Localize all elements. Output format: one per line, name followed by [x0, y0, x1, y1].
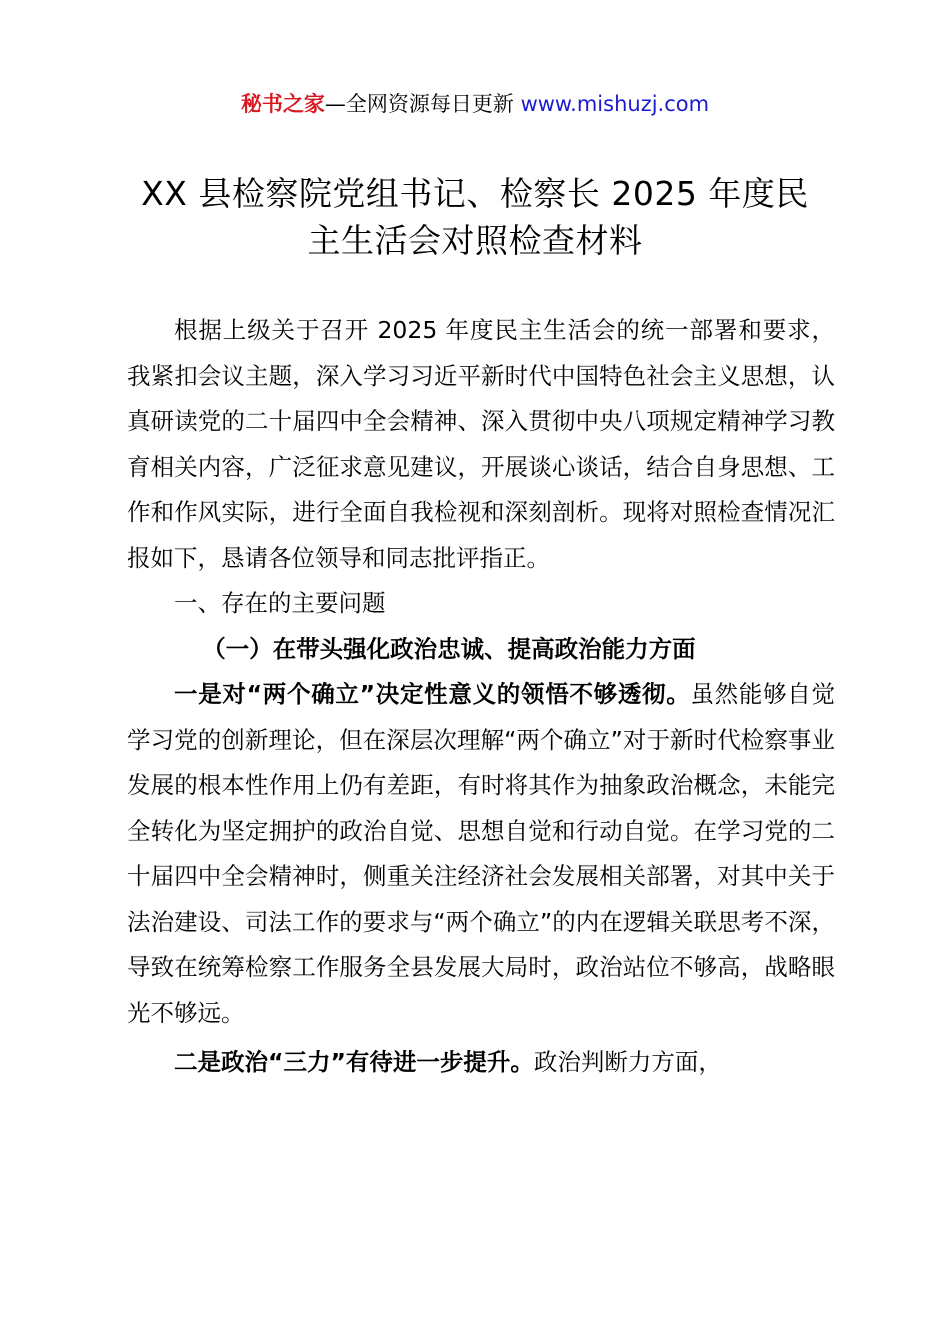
site-header: [0, 88, 950, 120]
point-2-lead: 二是政治“三力”有待进一步提升。: [174, 1048, 534, 1076]
section-heading-1: 一、存在的主要问题: [174, 589, 386, 617]
intro-paragraph: 根据上级关于召开 2025 年度民主生活会的统一部署和要求，我紧扣会议主题，深入学习习近平新时代中国特色社会主义思想，认真研读党的二十届四中全会精神、深入贯彻中央八项规定精神学习教育相关内容，广泛征求意见建议，开展谈心谈话，结合自身思想、工作和作风实际，进行全面自我检视和深刻剖析。现将对照检查情况汇报如下，恳请各位领导和同志批评指正。: [127, 316, 835, 572]
document-body: [127, 308, 835, 1086]
title-line-2: 主生活会对照检查材料: [307, 221, 643, 260]
subsection-heading-1: （一）在带头强化政治忠诚、提高政治能力方面: [202, 634, 696, 663]
point-2-paragraph: [127, 1040, 835, 1086]
point-1-paragraph: [127, 672, 835, 1036]
point-1-lead: 一是对“两个确立”决定性意义的领悟不够透彻。: [174, 680, 691, 708]
brand-name: 秘书之家: [240, 92, 325, 116]
point-1-text: 虽然能够自觉学习党的创新理论，但在深层次理解“两个确立”对于新时代检察事业发展的根本性作用上仍有差距，有时将其作为抽象政治概念，未能完全转化为坚定拥护的政治自觉、思想自觉和行动自觉。在学习党的二十届四中全会精神时，侧重关注经济社会发展相关部署，对其中关于法治建设、司法工作的要求与“两个确立”的内在逻辑关联思考不深，导致在统筹检察工作服务全县发展大局时，政治站位不够高，战略眼光不够远。: [127, 680, 836, 1027]
title-line-1: XX 县检察院党组书记、检察长 2025 年度民: [141, 174, 809, 213]
header-tagline: —全网资源每日更新: [324, 92, 521, 116]
document-title: [100, 170, 850, 264]
point-2-text: 政治判断力方面，: [533, 1048, 722, 1076]
site-url-link[interactable]: www.mishuzj.com: [520, 92, 710, 116]
